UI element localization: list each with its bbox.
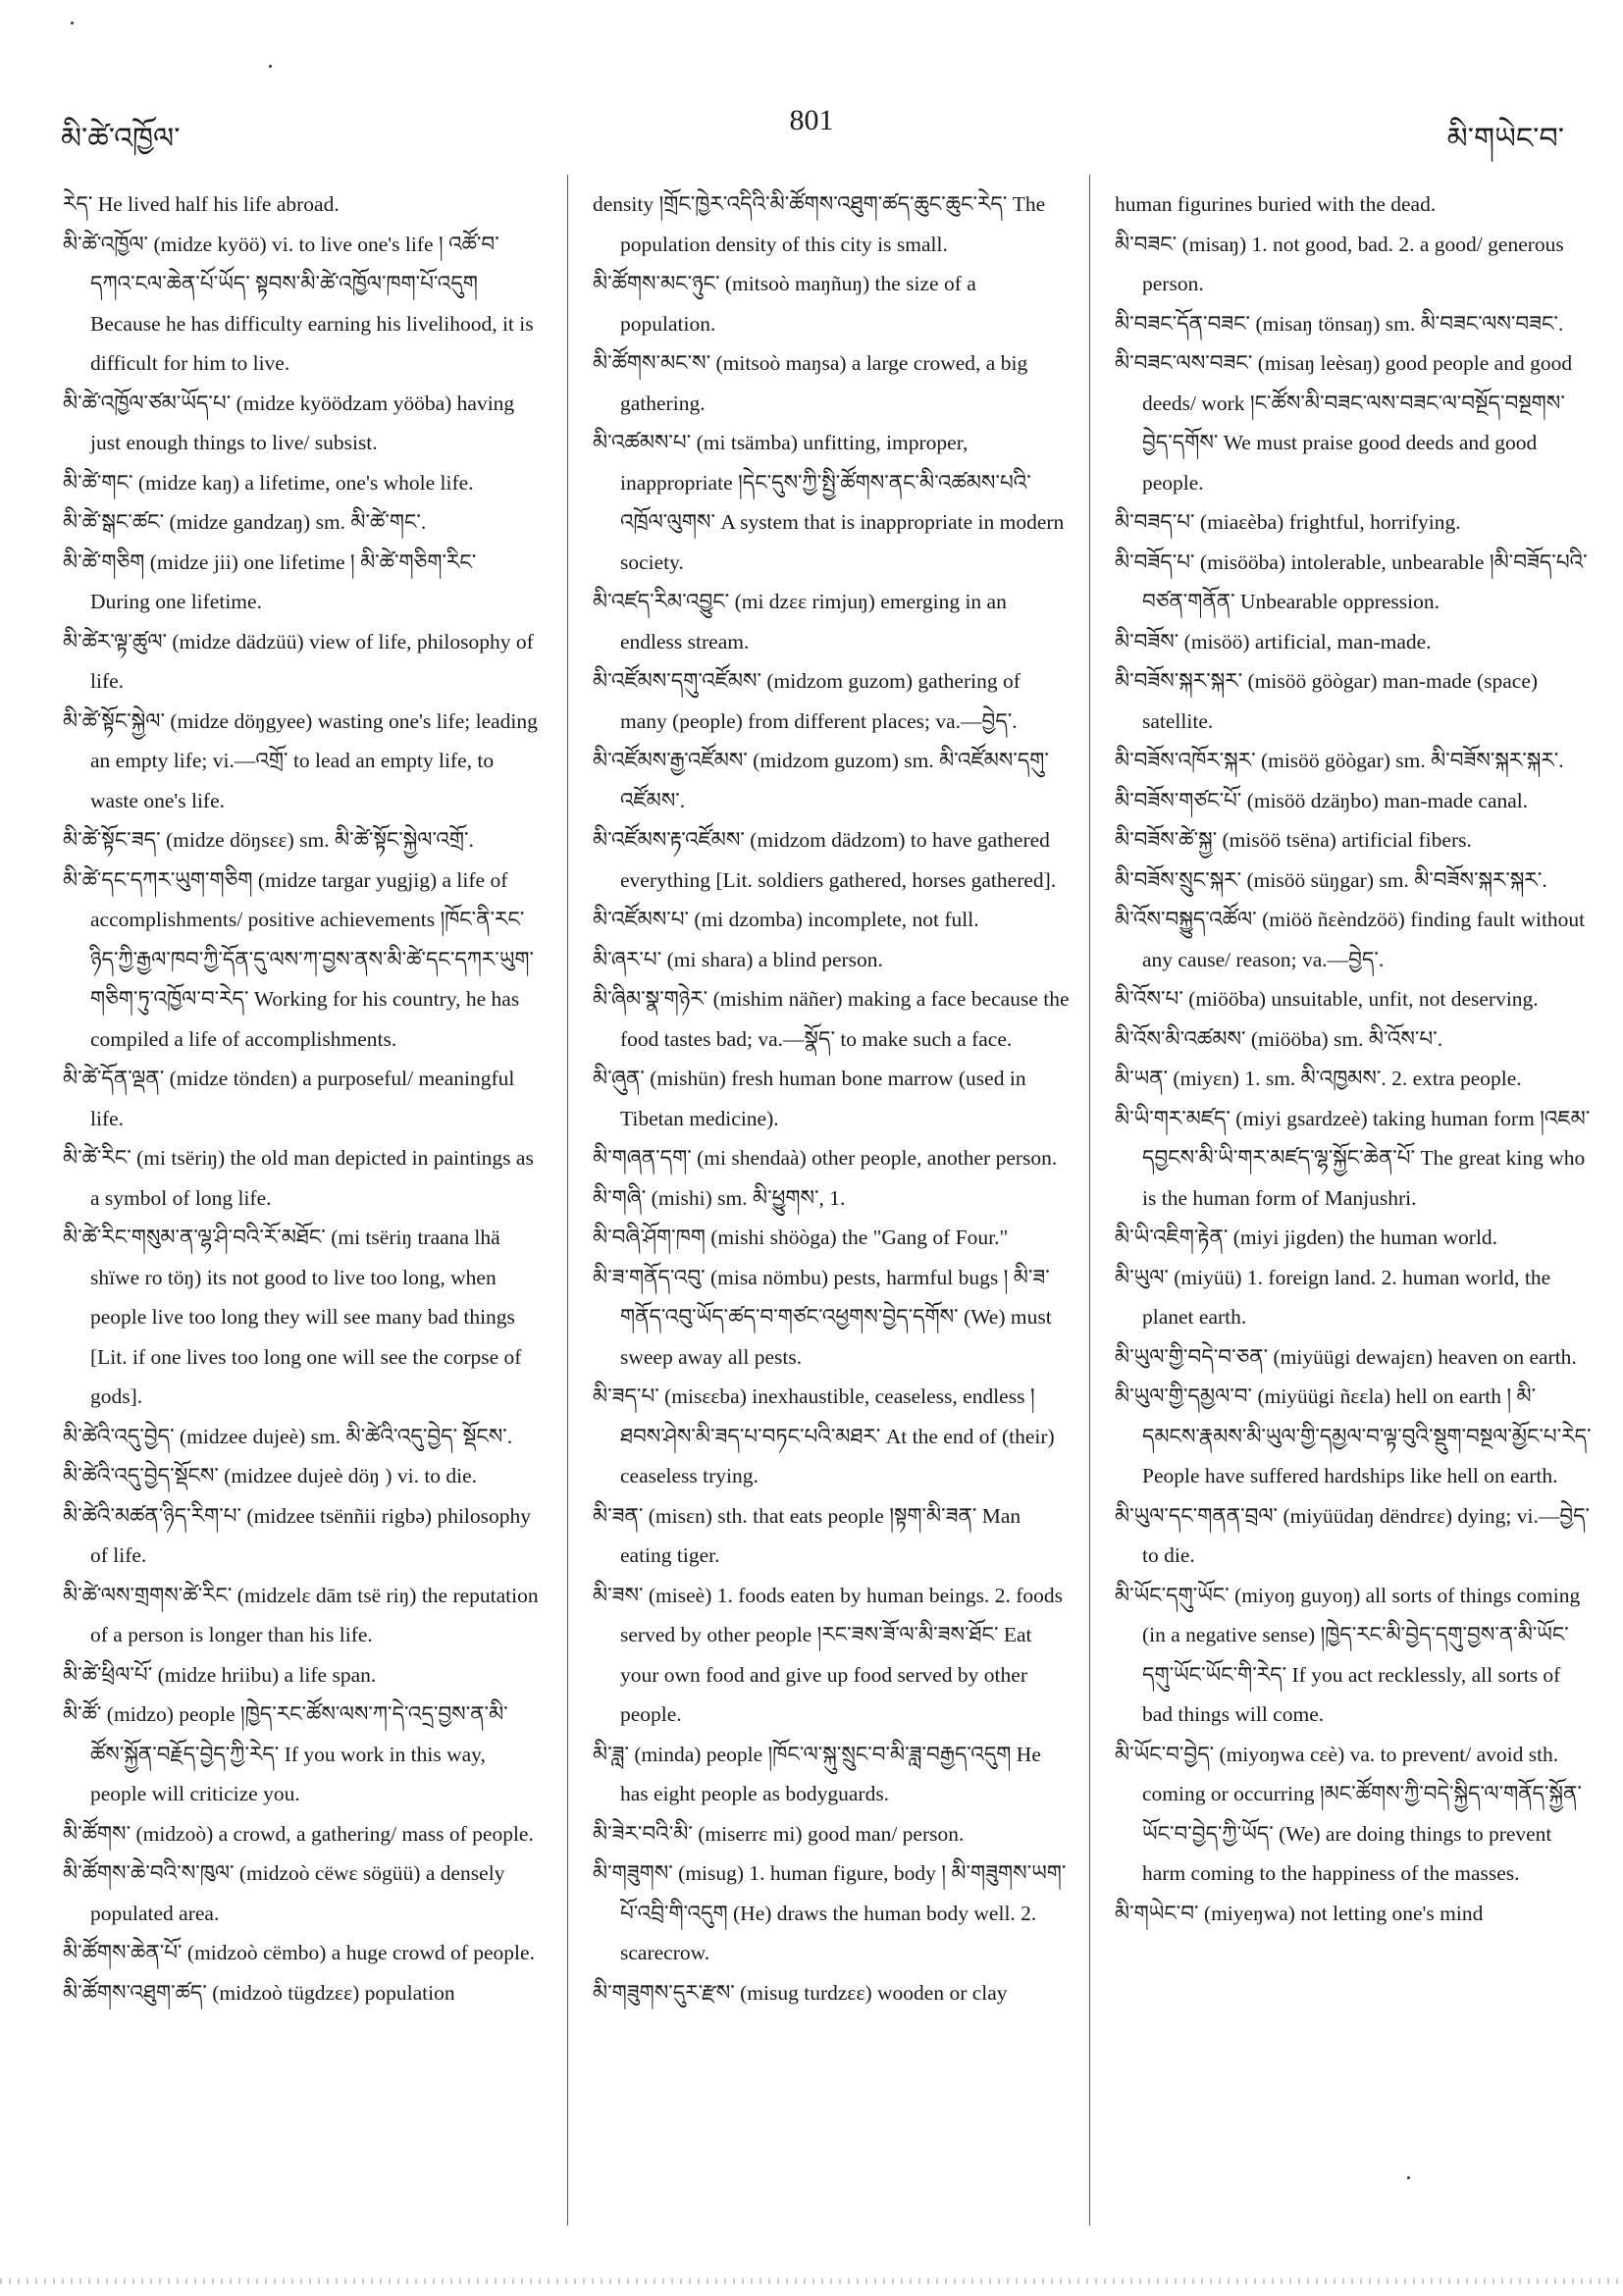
dictionary-entry: མི་ཚེ་སྟོང་ཟད་ (midze döŋsεε) sm. མི་ཚེ་སྟོང་སྐྱེལ་འགྲོ་. xyxy=(63,828,474,852)
scan-edge-noise xyxy=(0,2278,1623,2284)
scan-speck xyxy=(269,65,272,68)
dictionary-entry: མི་བཟང་དོན་བཟང་ (misaŋ tönsaŋ) sm. མི་བཟང་ལས་བཟང་. xyxy=(1115,311,1564,336)
dictionary-entry: མི་ཟས་ (miseè) 1. foods eaten by human beings. 2. foods served by other people །རང་ཟས་ཟོ་ལ་མི་ཟས་ཐོང་ Eat your own food and give up food served by other people. xyxy=(593,1583,1064,1726)
dictionary-column-2 xyxy=(593,184,1070,2012)
dictionary-entry: མི་ཚེ་སྟོང་སྐྱེལ་ (midze döŋgyee) wasting one's life; leading an empty life; vi.—འགྲོ་ to lead an empty life, to waste one's life. xyxy=(63,708,538,812)
dictionary-entry: མི་ཟ་གནོད་འབུ་ (misa nömbu) pests, harmful bugs ། མི་ཟ་གནོད་འབུ་ཡོད་ཚད་བ་གཙང་འཕྱགས་བྱེད་དགོས་ (We) must sweep away all pests. xyxy=(593,1265,1052,1369)
dictionary-entry: མི་བཞི་ཤོག་ཁག (mishi shöòga) the "Gang of Four." xyxy=(593,1226,1009,1249)
dictionary-entry: མི་ཚོགས་འཐུག་ཚད་ (midzoò tügdzεε) population xyxy=(63,1980,455,2005)
dictionary-entry: རེད་ He lived half his life abroad. xyxy=(63,192,340,216)
dictionary-entry: མི་ཚེ་གཅིག (midze jii) one lifetime ། མི་ཚེ་གཅིག་རིང་ During one lifetime. xyxy=(63,549,477,613)
dictionary-entry: མི་ཞུན་ (mishün) fresh human bone marrow (used in Tibetan medicine). xyxy=(593,1067,1026,1130)
dictionary-entry: མི་ཚོགས་ཆེ་བའི་ས་ཁུལ་ (midzoò cëwε sögüü) a densely populated area. xyxy=(63,1861,505,1925)
dictionary-entry: མི་ཡུལ་ (miyüü) 1. foreign land. 2. human world, the planet earth. xyxy=(1115,1265,1551,1329)
dictionary-entry: མི་ཟན་ (misεn) sth. that eats people །སྟག་མི་ཟན་ Man eating tiger. xyxy=(593,1503,1021,1567)
dictionary-entry: མི་བཟད་པ་ (miaεèba) frightful, horrifying. xyxy=(1115,510,1461,534)
dictionary-entry: མི་བཟང་ (misaŋ) 1. not good, bad. 2. a good/ generous person. xyxy=(1115,232,1564,295)
dictionary-column-3 xyxy=(1115,184,1592,1933)
dictionary-entry: མི་ཞར་པ་ (mi shara) a blind person. xyxy=(593,947,883,971)
dictionary-entry: མི་ཚེ་ལས་གྲགས་ཚེ་རིང་ (midzelε dām tsë riŋ) the reputation of a person is longer than his life. xyxy=(63,1583,539,1646)
dictionary-entry: མི་འཚམས་པ་ (mi tsämba) unfitting, improper, inappropriate །དེང་དུས་ཀྱི་སྤྱི་ཚོགས་ནང་མི་འཚམས་པའི་འཁྲོལ་ལུགས་ A system that is inappropriate in modern society. xyxy=(593,431,1065,574)
dictionary-entry: མི་ཚེར་ལྟ་ཚུལ་ (midze dädzüü) view of life, philosophy of life. xyxy=(63,629,534,693)
dictionary-entry: མི་གཞི་ (mishi) sm. མི་ཕྱུགས་, 1. xyxy=(593,1185,846,1210)
dictionary-entry: མི་གཡེང་བ་ (miyeŋwa) not letting one's mind xyxy=(1115,1901,1484,1925)
dictionary-entry: མི་ཚོགས་མང་ཉུང་ (mitsoò maŋñuŋ) the size of a population. xyxy=(593,272,976,336)
dictionary-entry: མི་ཟེར་བའི་མི་ (miserrε mi) good man/ person. xyxy=(593,1821,965,1846)
dictionary-entry: མི་ཚེ་དོན་ལྡན་ (midze töndεn) a purposeful/ meaningful life. xyxy=(63,1067,515,1130)
dictionary-entry: མི་འོས་མི་འཚམས་ (miööba) sm. མི་འོས་པ་. xyxy=(1115,1026,1443,1051)
dictionary-entry: མི་བཟོས་འཁོར་སྐར་ (misöö göògar) sm. མི་བཟོས་སྐར་སྐར་. xyxy=(1115,749,1564,772)
dictionary-entry: human figurines buried with the dead. xyxy=(1115,192,1437,216)
dictionary-entry: མི་བཟོས་ཚེ་སྐྱ་ (misöö tsëna) artificial fibers. xyxy=(1115,828,1472,852)
dictionary-entry: མི་ཚེ་འཁྱོལ་ཙམ་ཡོད་པ་ (midze kyöödzam yööba) having just enough things to live/ subsist. xyxy=(63,391,515,454)
dictionary-entry: མི་ཚེའི་མཚན་ཉིད་རིག་པ་ (midzee tsënñii rigbə) philosophy of life. xyxy=(63,1503,532,1567)
dictionary-entry: མི་འཛོམས་པ་ (mi dzomba) incomplete, not full. xyxy=(593,908,979,931)
dictionary-entry: མི་བཟོས་སྐར་སྐར་ (misöö göògar) man-made (space) satellite. xyxy=(1115,669,1539,733)
dictionary-entry: མི་ཡོང་དགུ་ཡོང་ (miyoŋ guyoŋ) all sorts of things coming (in a negative sense) །ཁྱེད་རང་མི་བྱེད་དགུ་བྱས་ན་མི་ཡོང་དགུ་ཡོང་ཡོང་གི་རེད་ If you act recklessly, all sorts of bad things will come. xyxy=(1115,1583,1581,1726)
scan-speck xyxy=(71,22,74,25)
dictionary-entry: མི་གཞན་དག་ (mi shendaà) other people, another person. xyxy=(593,1146,1058,1170)
page-number: 801 xyxy=(789,104,834,136)
dictionary-entry: མི་ཚོ་ (midzo) people །ཁྱེད་རང་ཚོས་ལས་ཀ་དེ་འདྲ་བྱས་ན་མི་ཚོས་སྐྱོན་བརྗོད་བྱེད་ཀྱི་རེད་ If you work in this way, people will criticize you. xyxy=(63,1702,508,1805)
dictionary-entry: མི་ཡི་འཇིག་རྟེན་ (miyi jigden) the human world. xyxy=(1115,1226,1498,1249)
dictionary-entry: མི་བཟང་ལས་བཟང་ (misaŋ leèsaŋ) good people and good deeds/ work །ང་ཚོས་མི་བཟང་ལས་བཟང་ལ་བསྔོད་བསྔགས་བྱེད་དགོས་ We must praise good deeds and good people. xyxy=(1115,351,1573,495)
dictionary-entry: མི་ཚེ་སྒང་ཚང་ (midze gandzaŋ) sm. མི་ཚེ་གང་. xyxy=(63,510,427,534)
dictionary-entry: density །གྲོང་ཁྱེར་འདིའི་མི་ཚོགས་འཐུག་ཚད་ཆུང་ཆུང་རེད་ The population density of this city is small. xyxy=(593,192,1046,256)
running-head-right: མི་གཡེང་བ་ xyxy=(1446,122,1564,156)
dictionary-entry: མི་ཟླ་ (minda) people །ཁོང་ལ་སྐུ་སྲུང་བ་མི་ཟླ་བརྒྱད་འདུག He has eight people as bodyguards. xyxy=(593,1742,1041,1805)
dictionary-entry: མི་ཡུལ་གྱི་དམྱལ་བ་ (miyüügi ñεεla) hell on earth ། མི་དམངས་རྣམས་མི་ཡུལ་གྱི་དམྱལ་བ་ལྟ་བུའི་སྡུག་བསྔལ་མྱོང་པ་རེད་ People have suffered hardships like hell on earth. xyxy=(1115,1384,1592,1487)
dictionary-entry: མི་ཡུལ་གྱི་བདེ་བ་ཅན་ (miyüügi dewajεn) heaven on earth. xyxy=(1115,1344,1577,1369)
dictionary-entry: མི་བཟོས་གཙང་པོ་ (misöö dzäŋbo) man-made canal. xyxy=(1115,788,1529,812)
dictionary-entry: མི་འོས་བསྐྱུད་འཚོལ་ (miöö ñεèndzöö) finding fault without any cause/ reason; va.—བྱེད་. xyxy=(1115,908,1586,971)
dictionary-entry: མི་ཚོགས་ (midzoò) a crowd, a gathering/ mass of people. xyxy=(63,1821,534,1846)
dictionary-entry: མི་འཛོམས་རྟ་འཛོམས་ (midzom dädzom) to have gathered everything [Lit. soldiers gathered, horses gathered]. xyxy=(593,828,1057,892)
dictionary-entry: མི་འོས་པ་ (miööba) unsuitable, unfit, not deserving. xyxy=(1115,987,1539,1011)
dictionary-entry: མི་བཟོད་པ་ (misööba) intolerable, unbearable །མི་བཟོད་པའི་བཙན་གནོན་ Unbearable oppression. xyxy=(1115,549,1588,613)
dictionary-entry: མི་བཟོས་སྲུང་སྐར་ (misöö süŋgar) sm. མི་བཟོས་སྐར་སྐར་. xyxy=(1115,867,1547,892)
dictionary-entry: མི་འཛོམས་རྒྱ་འཛོམས་ (midzom guzom) sm. མི་འཛོམས་དགུ་འཛོམས་. xyxy=(593,749,1049,812)
dictionary-entry: མི་ཡུལ་དང་གནན་བྲལ་ (miyüüdaŋ dëndrεε) dying; vi.—བྱེད་ to die. xyxy=(1115,1503,1591,1567)
dictionary-entry: མི་ཚོགས་མང་ས་ (mitsoò maŋsa) a large crowed, a big gathering. xyxy=(593,351,1028,415)
dictionary-entry: མི་ཚེ་དང་དཀར་ཡུག་གཅིག (midze targar yugjig) a life of accomplishments/ positive achievements །ཁོང་ནི་རང་ཉིད་ཀྱི་རྒྱལ་ཁབ་ཀྱི་དོན་དུ་ལས་ཀ་བྱས་ནས་མི་ཚེ་དང་དཀར་ཡུག་གཅིག་ཏུ་འཁྱོལ་བ་རེད་ Working for his country, he has compiled a life of accomplishments. xyxy=(63,867,535,1051)
dictionary-entry: མི་ཚེ་ཕྲིལ་པོ་ (midze hriibu) a life span. xyxy=(63,1662,377,1687)
dictionary-entry: མི་ཚེའི་འདུ་བྱེད་སྡོངས་ (midzee dujeè döŋ ) vi. to die. xyxy=(63,1464,478,1487)
dictionary-column-1 xyxy=(63,184,540,2012)
dictionary-entry: མི་ཡན་ (miyεn) 1. sm. མི་འཁྱམས་. 2. extra people. xyxy=(1115,1067,1522,1090)
dictionary-entry: མི་ཚེ་གང་ (midze kaŋ) a lifetime, one's whole life. xyxy=(63,470,474,495)
dictionary-entry: མི་གཟུགས་དུར་རྫས་ (misug turdzεε) wooden or clay xyxy=(593,1980,1008,2005)
dictionary-entry: མི་ཚེ་རིང་ (mi tsëriŋ) the old man depicted in paintings as a symbol of long life. xyxy=(63,1146,534,1210)
dictionary-entry: མི་ཚེའི་འདུ་བྱེད་ (midzee dujeè) sm. མི་ཚེའི་འདུ་བྱེད་ སྡོངས་. xyxy=(63,1424,513,1448)
dictionary-entry: མི་ཚེ་རིང་གསུམ་ན་ལྷ་ཤི་བའི་རོ་མཐོང་ (mi tsëriŋ traana lhä shïwe ro töŋ) its not good to live too long, when people live too long they will see many bad things [Lit. if one lives too long one will see the corpse of gods]. xyxy=(63,1226,522,1408)
dictionary-entry: མི་ཡི་གར་མཛད་ (miyi gsardzeè) taking human form །འཇམ་དབྱངས་མི་ཡི་གར་མཛད་ལྷ་སྐྱོང་ཆེན་པོ་ The great king who is the human form of Manjushri. xyxy=(1115,1106,1591,1210)
dictionary-entry: མི་འཛོམས་དགུ་འཛོམས་ (midzom guzom) gathering of many (people) from different places; va.—བྱེད་. xyxy=(593,669,1021,733)
dictionary-entry: མི་བཟོས་ (misöö) artificial, man-made. xyxy=(1115,629,1432,653)
dictionary-entry: མི་འཛད་རིམ་འབྱུང་ (mi dzεε rimjuŋ) emerging in an endless stream. xyxy=(593,590,1007,653)
dictionary-entry: མི་གཟུགས་ (misug) 1. human figure, body ། མི་གཟུགས་ཡག་པོ་འབྲི་གི་འདུག (He) draws the human body well. 2. scarecrow. xyxy=(593,1861,1067,1964)
running-head-left: མི་ཚེ་འཁྱོལ་ xyxy=(61,122,181,156)
dictionary-entry: མི་ཟད་པ་ (misεεba) inexhaustible, ceaseless, endless །ཐབས་ཤེས་མི་ཟད་པ་བཏང་པའི་མཐར་ At the end of (their) ceaseless trying. xyxy=(593,1384,1055,1487)
scan-speck xyxy=(1407,2176,1410,2179)
dictionary-entry: མི་ཡོང་བ་བྱེད་ (miyoŋwa cεè) va. to prevent/ avoid sth. coming or occurring །མང་ཚོགས་ཀྱི་བདེ་སྐྱིད་ལ་གནོད་སྐྱོན་ཡོང་བ་བྱེད་ཀྱི་ཡོད་ (We) are doing things to prevent harm coming to the happiness of the masses. xyxy=(1115,1742,1582,1885)
dictionary-entry: མི་ཞིམ་སྣ་གཉེར་ (mishim näñer) making a face because the food tastes bad; va.—སྣོད་ to make such a face. xyxy=(593,987,1070,1051)
dictionary-entry: མི་ཚོགས་ཆེན་པོ་ (midzoò cëmbo) a huge crowd of people. xyxy=(63,1941,535,1964)
column-divider xyxy=(1089,175,1090,2225)
dictionary-entry: མི་ཚེ་འཁྱོལ་ (midze kyöö) vi. to live one's life ། འཚོ་བ་དཀའ་ངལ་ཆེན་པོ་ཡོད་ སྟབས་མི་ཚེ་འཁྱོལ་ཁག་པོ་འདུག Because he has difficulty earning his livelihood, it is difficult for him to live. xyxy=(63,232,534,375)
column-divider xyxy=(567,175,568,2225)
